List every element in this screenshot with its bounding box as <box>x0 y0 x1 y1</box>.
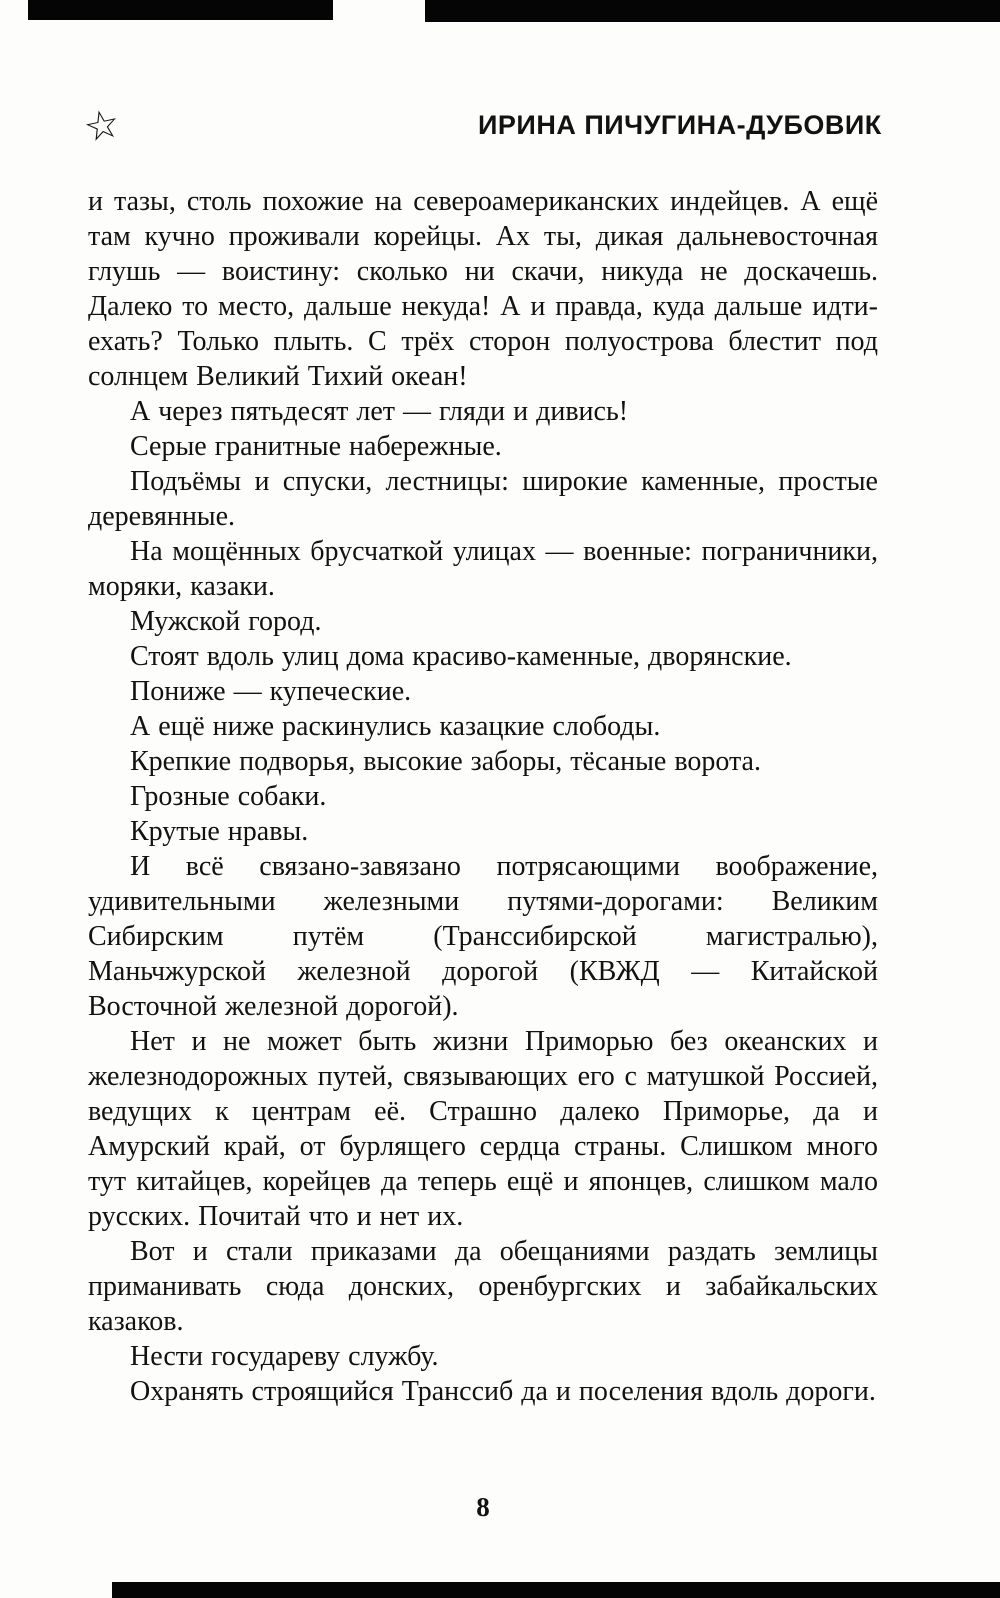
paragraph: Стоят вдоль улиц дома красиво-каменные, дворянские. <box>130 641 792 672</box>
paragraph: Крутые нравы. <box>130 816 309 847</box>
paragraph: Подъёмы и спуски, лестницы: широкие каменные, простые деревянные. <box>88 466 878 532</box>
running-title: ИРИНА ПИЧУГИНА-ДУБОВИК <box>478 110 882 140</box>
paragraph: Охранять строящийся Транссиб да и поселения вдоль дороги. <box>130 1376 876 1407</box>
paragraph: Крепкие подворья, высокие заборы, тёсаные ворота. <box>130 746 761 777</box>
scan-artifact-top-right-bar <box>425 0 1000 22</box>
paragraph: Нет и не может быть жизни Приморью без океанских и железнодорожных путей, связывающих его с матушкой Россией, ведущих к центрам её. Страшно далеко Приморье, да и Амурский край, от бурлящего сердца страны. Слишком много тут китайцев, корейцев да теперь ещё и японцев, слишком мало русских. Почитай что и нет их. <box>88 1026 878 1232</box>
paragraph: Вот и стали приказами да обещаниями раздать землицы приманивать сюда донских, оренбургских и забайкальских казаков. <box>88 1236 878 1337</box>
text-block <box>88 184 878 1409</box>
paragraph: И всё связано-завязано потрясающими воображение, удивительными железными путями-дорогами: Великим Сибирским путём (Транссибирской магистралью), Маньчжурской железной дорогой (КВЖД — Китайской Восточной железной дорогой). <box>88 851 878 1022</box>
paragraph: Серые гранитные набережные. <box>130 431 502 462</box>
paragraph: На мощённых брусчаткой улицах — военные: пограничники, моряки, казаки. <box>88 536 878 602</box>
running-header <box>0 100 1000 156</box>
paragraph: Нести государеву службу. <box>130 1341 439 1372</box>
paragraph: А ещё ниже раскинулись казацкие слободы. <box>130 711 661 742</box>
page-number: 8 <box>476 1492 490 1522</box>
paragraph: и тазы, столь похожие на североамериканских индейцев. А ещё там кучно проживали корейцы. Ах ты, дикая дальневосточная глушь — воистину: сколько ни скачи, никуда не доскачешь. Далеко то место, дальше некуда! А и правда, куда дальше идти-ехать? Только плыть. С трёх сторон полуострова блестит под солнцем Великий Тихий океан! <box>88 186 878 392</box>
scan-artifact-bottom-bar <box>112 1582 1000 1598</box>
star-icon: ☆ <box>79 99 125 152</box>
paragraph: Мужской город. <box>130 606 322 637</box>
paragraph: Грозные собаки. <box>130 781 327 812</box>
paragraph: Пониже — купеческие. <box>130 676 412 707</box>
scan-artifact-top-left-bar <box>28 0 333 20</box>
paragraph: А через пятьдесят лет — гляди и дивись! <box>130 396 629 427</box>
